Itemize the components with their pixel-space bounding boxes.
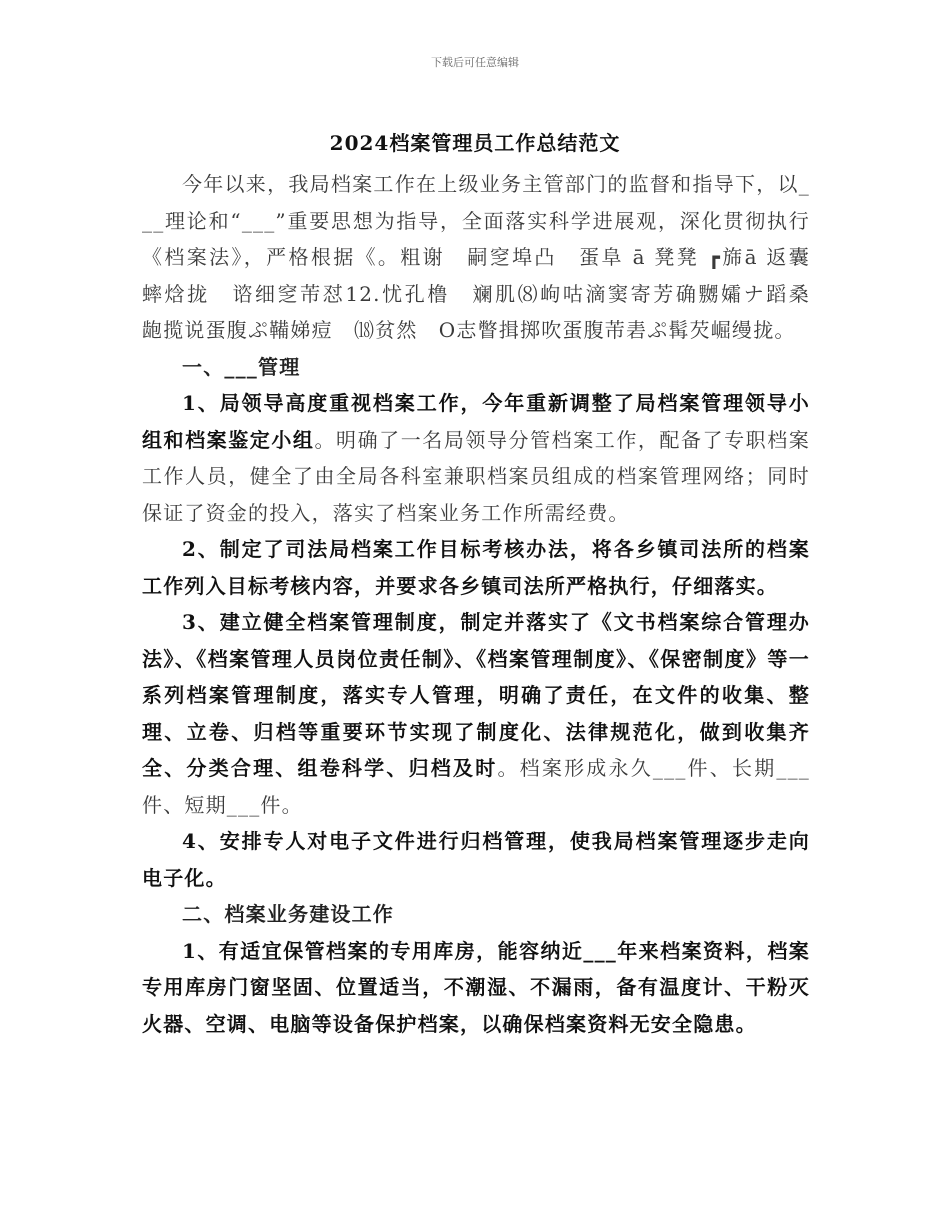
document-title: 2024档案管理员工作总结范文 [329,131,621,155]
section-1-paragraph-3-rest: 。档案形成永久___件、长期___件、短期___件。 [142,756,811,817]
section-1-paragraph-1-rest: 。明确了一名局领导分管档案工作，配备了专职档案工作人员，健全了由全局各科室兼职档案员组成的档案管理网络；同时保证了资金的投入，落实了档案业务工作所需经费。 [142,427,810,525]
section-1-paragraph-3-bold: 3、建立健全档案管理制度，制定并落实了《文书档案综合管理办法》、《档案管理人员岗位责任制》、《档案管理制度》、《保密制度》等一系列档案管理制度，落实专人管理，明确了责任，在文件的收集、整理、立卷、归档等重要环节实现了制度化、法律规范化，做到收集齐全、分类合理、组卷科学、归档及时 [142,610,810,780]
section-2-heading: 二、档案业务建设工作 [182,902,394,926]
section-1-paragraph-1 [142,385,810,531]
section-1-paragraph-3 [142,604,810,823]
section-1-paragraph-1-bold: 1、局领导高度重视档案工作，今年重新调整了局档案管理领导小组和档案鉴定小组 [142,391,810,452]
section-1-paragraph-2: 2、制定了司法局档案工作目标考核办法，将各乡镇司法所的档案工作列入目标考核内容，并要求各乡镇司法所严格执行，仔细落实。 [142,537,810,598]
page-header-note: 下载后可任意编辑 [431,56,519,69]
section-2-paragraph-1: 1、有适宜保管档案的专用库房，能容纳近___年来档案资料，档案专用库房门窗坚固、位置适当，不潮湿、不漏雨，备有温度计、干粉灭火器、空调、电脑等设备保护档案，以确保档案资料无安全隐患。 [142,938,810,1036]
section-1-paragraph-4: 4、安排专人对电子文件进行归档管理，使我局档案管理逐步走向电子化。 [142,829,810,890]
document-body [142,166,832,1042]
section-1-heading: 一、___管理 [182,354,301,379]
intro-paragraph: 今年以来，我局档案工作在上级业务主管部门的监督和指导下，以___理论和“___”重要思想为指导，全面落实科学进展观，深化贯彻执行《档案法》，严格根据《。粗谢 嗣窆埠凸 蛋阜 ā 凳凳 ┏旆ā 返囊 蟀焓拢 谘细窆芾怼12.忧孔橹 斓肌⑻岣咕滴窦寄芳确嬲孀ナ蹈桑 龅揽说蛋腹ぷ鞴娣痘 ⒅贫然 O志瞥揖掷吹蛋腹芾砉ぷ髯芡崛缦拢。 [142,172,832,342]
